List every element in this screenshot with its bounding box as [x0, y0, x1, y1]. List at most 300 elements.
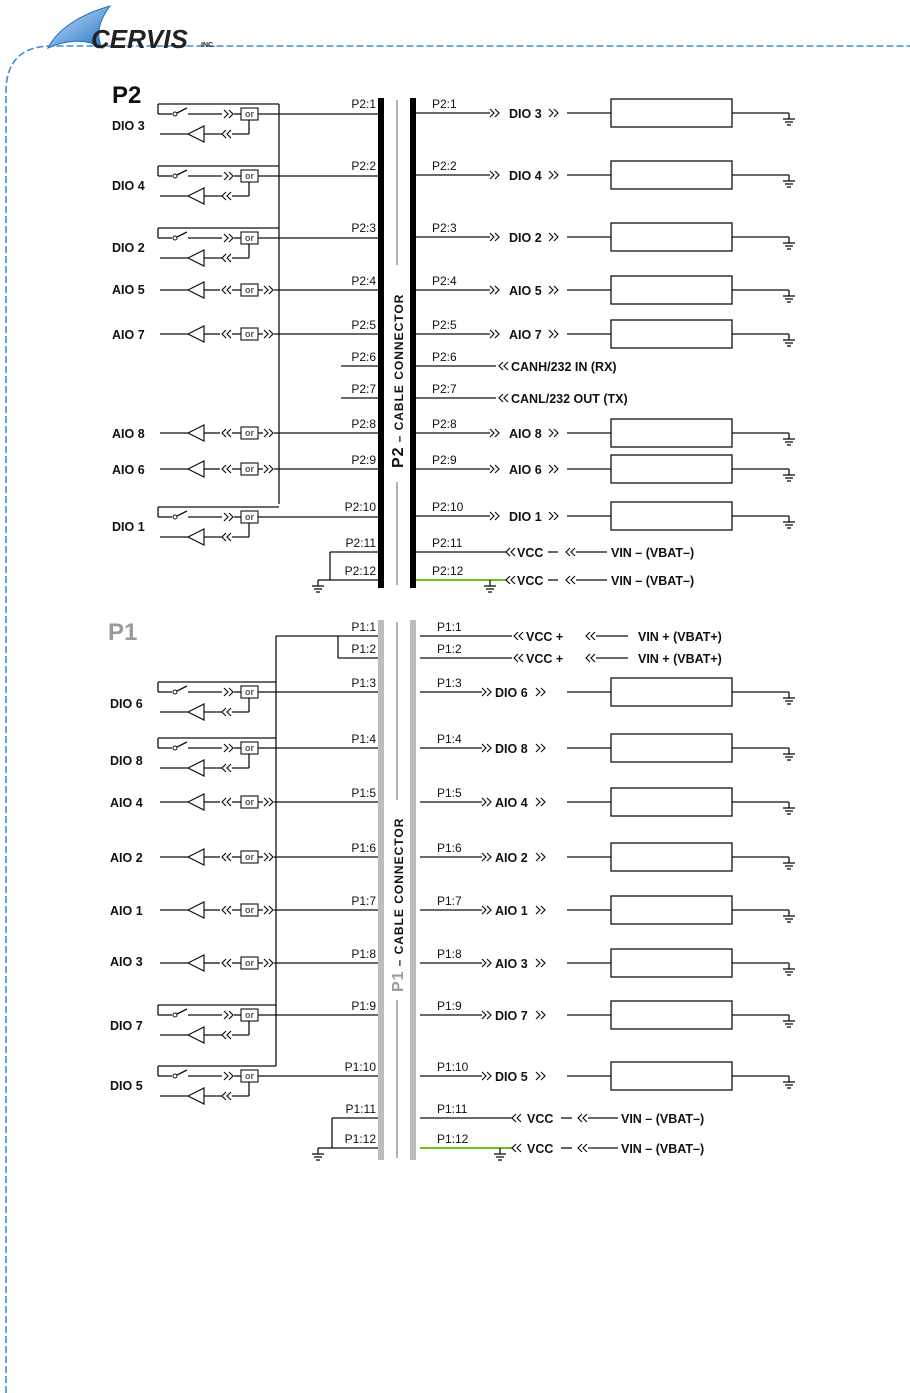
or-gate [241, 108, 258, 120]
p1-right-pin: P1:6 [437, 841, 462, 855]
or-gate [241, 232, 258, 244]
or-gate [241, 463, 258, 475]
p1-load [567, 949, 789, 977]
chevron-icon [482, 959, 486, 967]
p1-left-pin: P1:3 [351, 676, 376, 690]
or-label: or [245, 285, 254, 295]
chevron-icon [229, 110, 233, 118]
chevron-icon [549, 286, 553, 294]
chevron-icon [269, 330, 273, 338]
double-chevron-icon [506, 576, 515, 584]
p1-right-pin: P1:4 [437, 732, 462, 746]
chevron-icon [514, 632, 518, 640]
chevron-icon [549, 171, 553, 179]
load-box [611, 161, 732, 189]
or-label: or [245, 1010, 254, 1020]
or-label: or [245, 512, 254, 522]
chevron-icon [264, 286, 268, 294]
chevron-icon [222, 192, 226, 200]
chevron-icon [506, 576, 510, 584]
double-chevron-icon [514, 632, 523, 640]
p2-right-pin: P2:1 [432, 97, 457, 111]
load-box [611, 678, 732, 706]
chevron-icon [482, 1011, 486, 1019]
ground-icon [783, 1076, 795, 1088]
double-chevron-icon [536, 959, 545, 967]
buffer-icon [188, 529, 204, 545]
ground-icon [783, 237, 795, 249]
chevron-icon [583, 1144, 587, 1152]
or-gate [241, 686, 258, 698]
chevron-icon [490, 171, 494, 179]
chevron-icon [519, 654, 523, 662]
chevron-icon [222, 254, 226, 262]
buffer-icon [188, 1027, 204, 1043]
ground-icon [783, 748, 795, 760]
p1-left-label: DIO 6 [110, 697, 143, 711]
chevron-icon [222, 1031, 226, 1039]
double-chevron-icon [264, 798, 273, 806]
chevron-icon [554, 429, 558, 437]
or-gate [241, 957, 258, 969]
buffer-icon [188, 282, 204, 298]
chevron-icon [482, 798, 486, 806]
double-chevron-icon [499, 362, 508, 370]
chevron-icon [227, 465, 231, 473]
chevron-icon [229, 234, 233, 242]
p1-right-pin: P1:1 [437, 620, 462, 634]
or-label: or [245, 1071, 254, 1081]
p2-right-pin: P2:9 [432, 453, 457, 467]
chevron-icon [549, 109, 553, 117]
double-chevron-icon [224, 513, 233, 521]
p2-right-pin: P2:6 [432, 350, 457, 364]
switch-contact [173, 1074, 177, 1078]
chevron-icon [571, 548, 575, 556]
chevron-icon [229, 1072, 233, 1080]
chevron-icon [514, 654, 518, 662]
ground-icon [783, 175, 795, 187]
chevron-icon [222, 130, 226, 138]
p2-left-pin: P2:10 [344, 500, 376, 514]
chevron-icon [227, 708, 231, 716]
ground-icon [783, 290, 795, 302]
double-chevron-icon [222, 853, 231, 861]
switch-icon [177, 742, 187, 747]
double-chevron-icon [224, 744, 233, 752]
p2-left-label: AIO 8 [112, 427, 145, 441]
double-chevron-icon [224, 110, 233, 118]
switch-icon [177, 170, 187, 175]
chevron-icon [499, 362, 503, 370]
chevron-icon [495, 465, 499, 473]
chevron-icon [269, 906, 273, 914]
p1-title: P1 [108, 619, 138, 646]
p1-right-signal: AIO 1 [495, 904, 528, 918]
chevron-icon [264, 429, 268, 437]
p1-left-label: DIO 7 [110, 1019, 143, 1033]
chevron-icon [490, 512, 494, 520]
chevron-icon [536, 1011, 540, 1019]
p2-left-label: DIO 1 [112, 520, 145, 534]
p2-left-pin: P2:11 [345, 536, 376, 550]
p1-load [567, 896, 789, 924]
p2-right-signal: VCC [517, 546, 544, 560]
p2-load [567, 276, 789, 304]
or-label: or [245, 852, 254, 862]
chevron-icon [222, 959, 226, 967]
p1-left-label: AIO 4 [110, 796, 143, 810]
double-chevron-icon [586, 632, 595, 640]
load-box [611, 788, 732, 816]
chevron-icon [591, 654, 595, 662]
p2-load [567, 419, 789, 447]
p1-connector-bar [378, 620, 384, 1160]
chevron-icon [222, 853, 226, 861]
p2-supply: VIN – (VBAT–) [611, 546, 695, 560]
chevron-icon [578, 1114, 582, 1122]
chevron-icon [536, 959, 540, 967]
chevron-icon [554, 109, 558, 117]
p2-right-signal: DIO 1 [509, 510, 542, 524]
chevron-icon [482, 744, 486, 752]
chevron-icon [536, 906, 540, 914]
p1-left-pin: P1:7 [351, 894, 376, 908]
or-label: or [245, 958, 254, 968]
ground-icon [783, 433, 795, 445]
switch-icon [177, 686, 187, 691]
double-chevron-icon [224, 1011, 233, 1019]
p2-connector-text: – CABLE CONNECTOR [392, 293, 406, 443]
double-chevron-icon [536, 688, 545, 696]
p2-left-label: AIO 7 [112, 328, 145, 342]
double-chevron-icon [264, 286, 273, 294]
double-chevron-icon [549, 233, 558, 241]
chevron-icon [227, 853, 231, 861]
p1-connector-prefix: P1 [390, 970, 407, 992]
p1-right-pin: P1:11 [437, 1102, 468, 1116]
p2-right-pin: P2:10 [432, 500, 464, 514]
switch-icon [177, 232, 187, 237]
chevron-icon [554, 512, 558, 520]
chevron-icon [487, 688, 491, 696]
chevron-icon [224, 744, 228, 752]
buffer-icon [188, 955, 204, 971]
chevron-icon [490, 465, 494, 473]
double-chevron-icon [482, 959, 491, 967]
p2-right-signal: CANL/232 OUT (TX) [511, 392, 628, 406]
chevron-icon [482, 853, 486, 861]
chevron-icon [536, 688, 540, 696]
chevron-icon [554, 330, 558, 338]
p2-left-label: AIO 6 [112, 463, 145, 477]
ground-icon [312, 1148, 324, 1160]
chevron-icon [229, 688, 233, 696]
double-chevron-icon [549, 512, 558, 520]
double-chevron-icon [264, 906, 273, 914]
p2-right-pin: P2:2 [432, 159, 457, 173]
chevron-icon [554, 286, 558, 294]
double-chevron-icon [222, 192, 231, 200]
double-chevron-icon [499, 394, 508, 402]
p2-connector-prefix: P2 [390, 446, 407, 468]
p1-right-pin: P1:7 [437, 894, 462, 908]
chevron-icon [224, 172, 228, 180]
double-chevron-icon [512, 1144, 521, 1152]
chevron-icon [495, 171, 499, 179]
chevron-icon [264, 798, 268, 806]
or-gate [241, 1009, 258, 1021]
switch-contact [173, 1013, 177, 1017]
p1-left-pin: P1:5 [351, 786, 376, 800]
buffer-icon [188, 461, 204, 477]
logo-name: CERVIS [91, 24, 188, 54]
double-chevron-icon [490, 330, 499, 338]
buffer-icon [188, 126, 204, 142]
ground-icon [783, 469, 795, 481]
chevron-icon [224, 1011, 228, 1019]
p1-left-pin: P1:9 [351, 999, 376, 1013]
chevron-icon [541, 1072, 545, 1080]
p1-supply: VIN + (VBAT+) [638, 652, 722, 666]
p2-left-pin: P2:8 [351, 417, 376, 431]
p1-left-label: AIO 1 [110, 904, 143, 918]
switch-icon [177, 511, 187, 516]
p1-supply: VIN + (VBAT+) [638, 630, 722, 644]
chevron-icon [229, 744, 233, 752]
double-chevron-icon [566, 576, 575, 584]
double-chevron-icon [482, 1072, 491, 1080]
p1-connector-label [390, 818, 407, 992]
double-chevron-icon [549, 171, 558, 179]
ground-icon [783, 910, 795, 922]
double-chevron-icon [224, 688, 233, 696]
p2-left-label: DIO 3 [112, 119, 145, 133]
p2-right-signal: AIO 5 [509, 284, 542, 298]
p2-supply: VIN – (VBAT–) [611, 574, 695, 588]
load-box [611, 99, 732, 127]
or-label: or [245, 171, 254, 181]
chevron-icon [269, 465, 273, 473]
chevron-icon [495, 233, 499, 241]
p1-right-signal: DIO 6 [495, 686, 528, 700]
switch-contact [173, 690, 177, 694]
chevron-icon [269, 959, 273, 967]
p1-load [567, 678, 789, 706]
chevron-icon [541, 853, 545, 861]
double-chevron-icon [482, 1011, 491, 1019]
load-box [611, 276, 732, 304]
double-chevron-icon [490, 465, 499, 473]
ground-icon [783, 802, 795, 814]
p1-right-pin: P1:8 [437, 947, 462, 961]
p1-right-signal: VCC [527, 1142, 554, 1156]
chevron-icon [264, 959, 268, 967]
double-chevron-icon [490, 429, 499, 437]
p1-left-pin: P1:8 [351, 947, 376, 961]
chevron-icon [482, 906, 486, 914]
buffer-icon [188, 250, 204, 266]
p1-right-pin: P1:9 [437, 999, 462, 1013]
double-chevron-icon [264, 959, 273, 967]
p1-left-label: AIO 3 [110, 955, 143, 969]
double-chevron-icon [490, 233, 499, 241]
double-chevron-icon [224, 234, 233, 242]
double-chevron-icon [490, 286, 499, 294]
chevron-icon [227, 764, 231, 772]
double-chevron-icon [536, 1072, 545, 1080]
p1-load [567, 734, 789, 762]
p1-left-pin: P1:1 [351, 620, 376, 634]
chevron-icon [227, 533, 231, 541]
chevron-icon [269, 798, 273, 806]
ground-icon [312, 580, 324, 592]
chevron-icon [224, 688, 228, 696]
buffer-icon [188, 902, 204, 918]
chevron-icon [536, 853, 540, 861]
logo-suffix: INC. [201, 42, 215, 49]
p2-right-pin: P2:11 [432, 536, 463, 550]
chevron-icon [222, 330, 226, 338]
chevron-icon [541, 744, 545, 752]
or-label: or [245, 329, 254, 339]
chevron-icon [227, 130, 231, 138]
chevron-icon [504, 362, 508, 370]
or-gate [241, 170, 258, 182]
chevron-icon [487, 1072, 491, 1080]
chevron-icon [541, 798, 545, 806]
switch-icon [177, 108, 187, 113]
double-chevron-icon [506, 548, 515, 556]
chevron-icon [511, 576, 515, 584]
double-chevron-icon [482, 853, 491, 861]
chevron-icon [536, 798, 540, 806]
p2-left-pin: P2:4 [351, 274, 376, 288]
buffer-icon [188, 425, 204, 441]
chevron-icon [586, 632, 590, 640]
chevron-icon [222, 465, 226, 473]
chevron-icon [490, 330, 494, 338]
chevron-icon [536, 744, 540, 752]
chevron-icon [519, 632, 523, 640]
double-chevron-icon [586, 654, 595, 662]
chevron-icon [517, 1144, 521, 1152]
load-box [611, 949, 732, 977]
chevron-icon [495, 429, 499, 437]
chevron-icon [269, 853, 273, 861]
double-chevron-icon [490, 512, 499, 520]
or-gate [241, 427, 258, 439]
p1-connector-bar [410, 620, 416, 1160]
or-gate [241, 742, 258, 754]
p2-load [567, 455, 789, 483]
p2-left-pin: P2:9 [351, 453, 376, 467]
double-chevron-icon [224, 1072, 233, 1080]
p1-right-signal: DIO 5 [495, 1070, 528, 1084]
chevron-icon [222, 798, 226, 806]
double-chevron-icon [512, 1114, 521, 1122]
chevron-icon [222, 1092, 226, 1100]
p1-left-pin: P1:4 [351, 732, 376, 746]
buffer-icon [188, 1088, 204, 1104]
p1-supply: VIN – (VBAT–) [621, 1112, 705, 1126]
p1-right-signal: VCC + [526, 630, 564, 644]
or-gate [241, 284, 258, 296]
p2-right-pin: P2:4 [432, 274, 457, 288]
chevron-icon [264, 330, 268, 338]
p1-right-signal: DIO 7 [495, 1009, 528, 1023]
chevron-icon [490, 286, 494, 294]
chevron-icon [227, 959, 231, 967]
or-label: or [245, 464, 254, 474]
double-chevron-icon [222, 708, 231, 716]
p1-right-signal: VCC [527, 1112, 554, 1126]
p2-title: P2 [112, 82, 142, 109]
chevron-icon [487, 853, 491, 861]
chevron-icon [224, 1072, 228, 1080]
chevron-icon [554, 233, 558, 241]
chevron-icon [549, 233, 553, 241]
p1-left-pin: P1:12 [344, 1132, 376, 1146]
double-chevron-icon [482, 906, 491, 914]
double-chevron-icon [514, 654, 523, 662]
chevron-icon [495, 286, 499, 294]
p1-load [567, 1062, 789, 1090]
p1-right-pin: P1:2 [437, 642, 462, 656]
or-gate [241, 1070, 258, 1082]
or-label: or [245, 109, 254, 119]
load-box [611, 734, 732, 762]
chevron-icon [482, 688, 486, 696]
chevron-icon [227, 429, 231, 437]
double-chevron-icon [222, 254, 231, 262]
chevron-icon [227, 798, 231, 806]
chevron-icon [512, 1144, 516, 1152]
chevron-icon [571, 576, 575, 584]
double-chevron-icon [264, 330, 273, 338]
chevron-icon [495, 330, 499, 338]
chevron-icon [495, 109, 499, 117]
p2-load [567, 223, 789, 251]
p2-load [567, 161, 789, 189]
p1-right-signal: AIO 3 [495, 957, 528, 971]
chevron-icon [549, 429, 553, 437]
load-box [611, 1001, 732, 1029]
switch-contact [173, 236, 177, 240]
double-chevron-icon [549, 109, 558, 117]
p2-connector-label [390, 294, 407, 468]
double-chevron-icon [222, 764, 231, 772]
chevron-icon [222, 906, 226, 914]
p2-right-pin: P2:3 [432, 221, 457, 235]
chevron-icon [517, 1114, 521, 1122]
ground-icon [783, 692, 795, 704]
chevron-icon [222, 286, 226, 294]
p2-left-pin: P2:3 [351, 221, 376, 235]
switch-icon [177, 1009, 187, 1014]
chevron-icon [541, 1011, 545, 1019]
chevron-icon [487, 744, 491, 752]
chevron-icon [227, 192, 231, 200]
p1-right-pin: P1:3 [437, 676, 462, 690]
load-box [611, 455, 732, 483]
or-label: or [245, 905, 254, 915]
or-label: or [245, 233, 254, 243]
chevron-icon [566, 548, 570, 556]
chevron-icon [264, 906, 268, 914]
p2-left-pin: P2:12 [344, 564, 376, 578]
load-box [611, 419, 732, 447]
